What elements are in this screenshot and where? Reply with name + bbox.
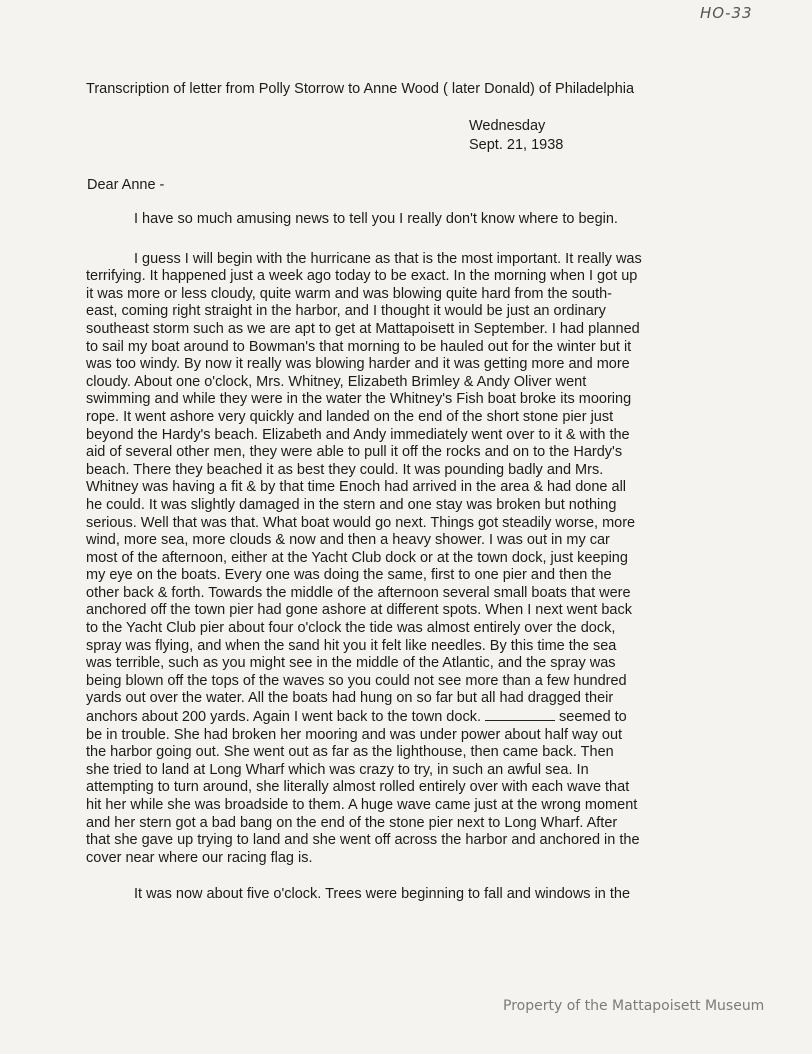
paragraph-2 bbox=[86, 251, 726, 868]
document-heading: Transcription of letter from Polly Storrow to Anne Wood ( later Donald) of Philadelphia bbox=[86, 81, 635, 97]
paragraph-2-line bbox=[86, 779, 726, 797]
paragraph-2-line bbox=[86, 391, 726, 409]
paragraph-2-line bbox=[86, 744, 726, 762]
line-text: most of the afternoon, either at the Yacht Club dock or at the town dock, just keeping bbox=[86, 549, 628, 566]
line-text: the harbor going out. She went out as far as the lighthouse, then came back. Then bbox=[86, 744, 614, 761]
line-text: attempting to turn around, she literally almost rolled entirely over with each wave that bbox=[86, 779, 630, 796]
paragraph-2-line bbox=[86, 532, 726, 550]
line-text: east, coming right straight in the harbor, and I thought it would be just an ordinary bbox=[86, 303, 606, 320]
paragraph-3: It was now about five o'clock. Trees were beginning to fall and windows in the bbox=[134, 886, 631, 903]
salutation: Dear Anne - bbox=[87, 177, 165, 193]
line-text: was too windy. By now it really was blowing harder and it was getting more and more bbox=[86, 356, 630, 373]
line-text: serious. Well that was that. What boat would go next. Things got steadily worse, more bbox=[86, 514, 636, 531]
paragraph-2-line bbox=[86, 427, 726, 445]
line-text: anchors about 200 yards. Again I went back to the town dock. bbox=[86, 709, 481, 726]
line-text: to sail my boat around to Bowman's that morning to be hauled out for the winter but it bbox=[86, 338, 632, 355]
line-text: southeast storm such as we are apt to get at Mattapoisett in September. I had planned bbox=[86, 320, 640, 337]
paragraph-2-line bbox=[86, 356, 726, 374]
paragraph-2-line bbox=[86, 708, 726, 727]
paragraph-2-line bbox=[86, 797, 726, 815]
paragraph-2-line bbox=[86, 268, 726, 286]
museum-watermark: Property of the Mattapoisett Museum bbox=[503, 998, 765, 1014]
line-text: and her stern got a bad bang on the end of the stone pier next to Long Wharf. After bbox=[86, 814, 618, 831]
paragraph-2-line bbox=[86, 374, 726, 392]
paragraph-2-line bbox=[86, 479, 726, 497]
paragraph-2-line bbox=[86, 762, 726, 780]
paragraph-2-line bbox=[86, 251, 726, 269]
paragraph-2-line bbox=[86, 673, 726, 691]
line-text: beyond the Hardy's beach. Elizabeth and Andy immediately went over to it & with the bbox=[86, 426, 630, 443]
paragraph-2-line bbox=[86, 339, 726, 357]
paragraph-2-line bbox=[86, 515, 726, 533]
line-text: aid of several other men, they were able to pull it off the rocks and on to the Hardy's bbox=[86, 444, 623, 461]
paragraph-2-line bbox=[86, 409, 726, 427]
line-text: cover near where our racing flag is. bbox=[86, 849, 313, 866]
line-text: he could. It was slightly damaged in the stern and one stay was broken but nothing bbox=[86, 496, 617, 513]
line-text: to the Yacht Club pier about four o'clock the tide was almost entirely over the dock, bbox=[86, 620, 616, 637]
line-text: rope. It went ashore very quickly and landed on the end of the short stone pier just bbox=[86, 408, 614, 425]
line-text: Whitney was having a fit & by that time Enoch had arrived in the area & had done all bbox=[86, 479, 627, 496]
paragraph-1: I have so much amusing news to tell you I really don't know where to begin. bbox=[134, 211, 618, 227]
paragraph-2-line bbox=[86, 462, 726, 480]
line-text: be in trouble. She had broken her mooring and was under power about half way out bbox=[86, 726, 623, 743]
paragraph-2-line bbox=[86, 815, 726, 833]
paragraph-2-line bbox=[86, 832, 726, 850]
paragraph-2-line bbox=[86, 655, 726, 673]
line-text: swimming and while they were in the water the Whitney's Fish boat broke its mooring bbox=[86, 391, 632, 408]
line-text: it was more or less cloudy, quite warm and was blowing quite hard from the south- bbox=[86, 285, 613, 302]
line-text: yards out over the water. All the boats had hung on so far but all had dragged their bbox=[86, 690, 614, 707]
paragraph-2-line bbox=[86, 303, 726, 321]
line-text: my eye on the boats. Every one was doing the same, first to one pier and then the bbox=[86, 567, 612, 584]
paragraph-2-line bbox=[86, 602, 726, 620]
dateline bbox=[469, 117, 563, 155]
paragraph-2-line bbox=[86, 444, 726, 462]
line-text: being blown off the tops of the waves so you could not see more than a few hundred bbox=[86, 672, 627, 689]
line-text: was terrible, such as you might see in the middle of the Atlantic, and the spray was bbox=[86, 655, 616, 672]
paragraph-2-line bbox=[86, 638, 726, 656]
paragraph-2-line bbox=[86, 286, 726, 304]
line-text: cloudy. About one o'clock, Mrs. Whitney, Elizabeth Brimley & Andy Oliver went bbox=[86, 373, 587, 390]
paragraph-2-line bbox=[86, 850, 726, 868]
letter-body bbox=[86, 211, 726, 923]
paragraph-2-line bbox=[86, 620, 726, 638]
paragraph-2-line bbox=[86, 567, 726, 585]
paragraph-2-line bbox=[86, 321, 726, 339]
paragraph-2-line bbox=[86, 550, 726, 568]
line-text: spray was flying, and when the sand hit you it felt like needles. By this time the sea bbox=[86, 637, 617, 654]
paragraph-2-line bbox=[86, 585, 726, 603]
line-text: wind, more sea, more clouds & now and then a heavy shower. I was out in my car bbox=[86, 532, 610, 549]
dateline-date: Sept. 21, 1938 bbox=[469, 137, 564, 153]
paragraph-2-line bbox=[86, 690, 726, 708]
line-text: I guess I will begin with the hurricane as that is the most important. It really was bbox=[134, 250, 642, 267]
blank-line-suffix: seemed to bbox=[555, 709, 627, 726]
line-text: hit her while she was broadside to them. A huge wave came just at the wrong moment bbox=[86, 797, 638, 813]
blank-name-line bbox=[485, 708, 555, 721]
line-text: beach. There they beached it as best they could. It was pounding badly and Mrs. bbox=[86, 461, 604, 478]
line-text: that she gave up trying to land and she went off across the harbor and anchored in the bbox=[86, 832, 640, 849]
dateline-day: Wednesday bbox=[469, 118, 546, 134]
archive-id-handwritten: HO-33 bbox=[700, 4, 753, 22]
line-text: other back & forth. Towards the middle of the afternoon several small boats that were bbox=[86, 584, 631, 601]
line-text: anchored off the town pier had gone ashore at different spots. When I next went back bbox=[86, 602, 632, 619]
paragraph-2-line bbox=[86, 727, 726, 745]
line-text: terrifying. It happened just a week ago today to be exact. In the morning when I got up bbox=[86, 268, 638, 285]
line-text: she tried to land at Long Wharf which was crazy to try, in such an awful sea. In bbox=[86, 761, 589, 778]
paragraph-2-line bbox=[86, 497, 726, 515]
